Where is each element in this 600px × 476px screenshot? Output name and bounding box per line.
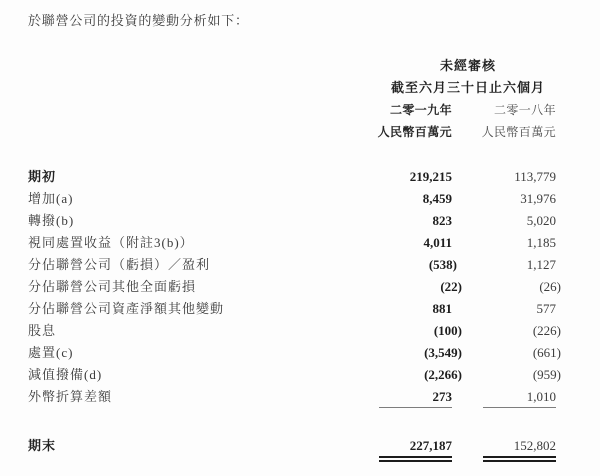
row-value-2018: (959) [532,367,561,382]
row-value-2018: (26) [539,279,561,294]
intro-text: 於聯營公司的投資的變動分析如下： [28,13,249,28]
table-body [28,166,561,408]
table-row-share-of-other-comprehensive-loss [28,276,561,298]
row-label: 處置(c) [28,345,74,360]
row-label: 減值撥備(d) [28,367,103,382]
table-header-row-unaudited [28,55,556,77]
table-row-impairment-provision [28,364,561,386]
row-label: 股息 [28,323,57,338]
row-value-2019: 8,459 [422,191,452,206]
table-row-transfers [28,210,556,232]
row-value-2019: (2,266) [424,367,462,382]
row-value-2018: 113,779 [514,169,556,184]
row-value-2019: (22) [440,279,462,294]
row-label: 分佔聯營公司（虧損）／盈利 [28,257,211,272]
table-row-additions [28,188,556,210]
table-row-dividends [28,320,561,342]
table-header-row-years [28,99,556,121]
header-unaudited: 未經審核 [439,58,496,73]
row-value-2018: (661) [532,345,561,360]
row-label: 外幣折算差額 [28,389,113,404]
table-row-opening-balance [28,166,556,188]
single-rule-underline: 1,010 [483,388,556,408]
table-row-deemed-disposal-gains [28,232,556,254]
row-value-2019: 219,215 [409,169,452,184]
row-label: 增加(a) [28,191,74,206]
row-label: 期初 [28,169,57,184]
row-value-2018: (226) [532,323,561,338]
row-value-2019: (3,549) [424,345,462,360]
header-period: 截至六月三十日止六個月 [390,80,545,95]
row-value-2019 [332,386,452,408]
row-value-2018: 577 [536,301,556,316]
row-value-2019: 881 [432,301,452,316]
single-rule-underline: 273 [379,388,452,408]
row-label: 分佔聯營公司資產淨額其他變動 [28,301,225,316]
table-header-row-units [28,121,556,143]
row-value-2018: 31,976 [520,191,556,206]
row-label: 期末 [28,438,57,453]
header-spacer [28,121,332,143]
row-value-2018: 1,127 [526,257,556,272]
table-row-disposals [28,342,561,364]
table-row-closing-balance [28,435,556,461]
row-label: 分佔聯營公司其他全面虧損 [28,279,197,294]
table-row-share-of-other-net-asset-changes [28,298,556,320]
row-value-2019: (538) [428,257,457,272]
header-year-2019: 二零一九年 [389,103,452,117]
row-value-2019: 4,011 [423,235,452,250]
header-spacer [28,99,332,121]
row-value-2019: 823 [432,213,452,228]
row-value-2018: 1,185 [526,235,556,250]
header-year-2018: 二零一八年 [493,103,556,117]
row-label: 轉撥(b) [28,213,75,228]
table-header-row-period [28,77,556,99]
header-unit-2018: 人民幣百萬元 [481,125,556,139]
row-value-2018: 5,020 [526,213,556,228]
row-label: 視同處置收益（附註3(b)） [28,235,194,250]
table-row-currency-translation-differences [28,386,556,408]
double-rule-underline: 227,187 [379,438,452,462]
row-value-2018 [452,435,556,461]
header-unit-2019: 人民幣百萬元 [377,125,452,139]
table-row-share-of-profit-loss [28,254,556,276]
row-value-2019: (100) [433,323,462,338]
associates-investment-change-table [28,55,561,461]
row-value-2019 [332,435,452,461]
double-rule-underline: 152,802 [483,438,556,462]
row-value-2018 [452,386,556,408]
